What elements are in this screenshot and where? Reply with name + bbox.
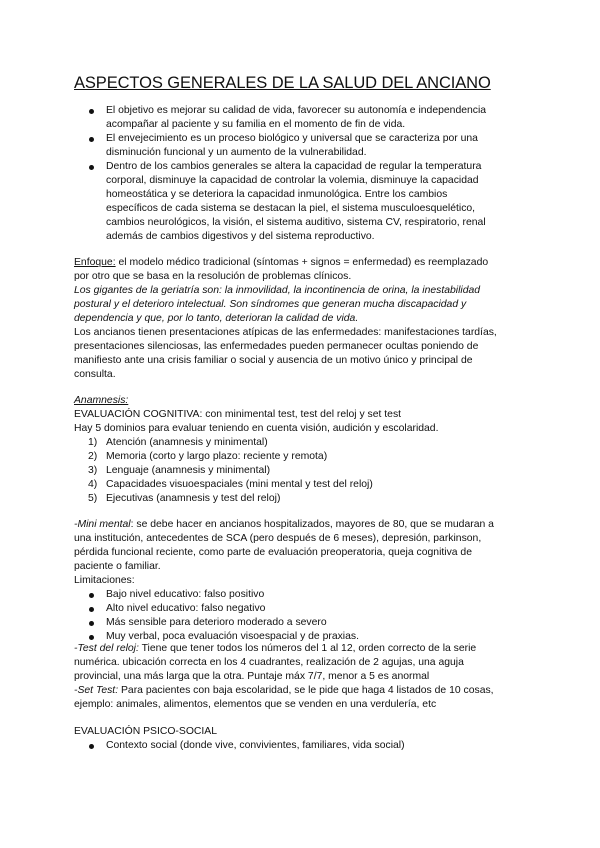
text-line: corporal, disminuye la capacidad de controlar la volemia, disminuye la capacidad — [106, 175, 479, 186]
minimental-label: -Mini mental — [74, 519, 131, 530]
atipicas-line: consulta. — [74, 369, 116, 380]
text-line: pérdida funcional reciente, como parte de evaluación preoperatoria, queja cognitiva de — [74, 547, 472, 558]
list-item — [74, 132, 534, 160]
list-item — [74, 450, 554, 464]
list-item-text: Memoria (corto y largo plazo: reciente y remota) — [106, 451, 328, 462]
reloj-text: Tiene que tener todos los números del 1 al 12, orden correcto de la serie — [138, 643, 477, 654]
list-number: 5) — [88, 493, 98, 504]
list-item — [74, 160, 534, 244]
limitaciones-list — [74, 588, 554, 644]
anamnesis-section — [74, 394, 554, 506]
list-item: Bajo nivel educativo: falso positivo — [74, 588, 554, 602]
gigantes-line: dependencia y que, por lo tanto, deterioran la calidad de vida. — [74, 313, 359, 324]
text-line: paciente o familiar. — [74, 561, 161, 572]
text-line: acompañar al paciente y su familia en el momento de fin de vida. — [106, 119, 406, 130]
text-line: Dentro de los cambios generales se altera la capacidad de regular la temperatura — [106, 161, 482, 172]
list-item — [74, 104, 534, 132]
list-item — [74, 492, 554, 506]
text-line: cambios neurológicos, la visión, el sistema auditivo, sistema CV, respiratorio, renal — [106, 217, 486, 228]
text-line: específicos de cada sistema se destacan la piel, el sistema musculoesquelético, — [106, 203, 476, 214]
text-line: una institución, antecedentes de SCA (pero después de 6 meses), depresión, parkinson, — [74, 533, 482, 544]
list-item-text: Capacidades visuoespaciales (mini mental y test del reloj) — [106, 479, 373, 490]
text-line: ejemplo: animales, alimentos, elementos que se venden en una verdulería, etc — [74, 699, 437, 710]
psicosocial-section — [74, 725, 554, 753]
text-line: además de cambios digestivos y del sistema reproductivo. — [106, 231, 375, 242]
list-item — [74, 478, 554, 492]
settest-line — [74, 684, 554, 698]
list-item: Muy verbal, poca evaluación visoespacial y de praxias. — [74, 630, 554, 644]
intro-bullet-list — [74, 104, 534, 244]
list-number: 3) — [88, 465, 98, 476]
minimental-line — [74, 518, 554, 532]
atipicas-line: Los ancianos tienen presentaciones atípicas de las enfermedades: manifestaciones tardías, — [74, 327, 497, 338]
list-item — [74, 464, 554, 478]
text-line: homeostática y se deteriora la capacidad inmunológica. Entre los cambios — [106, 189, 448, 200]
text-line: por otro que se basa en la resolución de problemas clínicos. — [74, 271, 352, 282]
settest-label: -Set Test: — [74, 685, 119, 696]
reloj-line — [74, 642, 554, 656]
document-title: ASPECTOS GENERALES DE LA SALUD DEL ANCIANO — [74, 74, 491, 92]
enfoque-label: Enfoque: — [74, 257, 116, 268]
list-number: 4) — [88, 479, 98, 490]
list-number: 1) — [88, 437, 98, 448]
text-line: provincial, una más larga que la otra. Puntaje máx 7/7, menor a 5 es anormal — [74, 671, 430, 682]
gigantes-line: postural y el deterioro intelectual. Son síndromes que generan mucha discapacidad y — [74, 299, 467, 310]
list-item: Más sensible para deterioro moderado a severo — [74, 616, 554, 630]
text-line: disminución funcional y un aumento de la vulnerabilidad. — [106, 147, 367, 158]
list-item: Contexto social (donde vive, convivientes, familiares, vida social) — [74, 739, 554, 753]
dominios-intro: Hay 5 dominios para evaluar teniendo en cuenta visión, audición y escolaridad. — [74, 423, 439, 434]
psicosocial-list — [74, 739, 554, 753]
list-item — [74, 436, 554, 450]
reloj-label: -Test del reloj: — [74, 643, 139, 654]
text-line: El envejecimiento es un proceso biológico y universal que se caracteriza por una — [106, 133, 478, 144]
enfoque-line — [74, 256, 554, 270]
gigantes-line: Los gigantes de la geriatría son: la inmovilidad, la incontinencia de orina, la inestabilidad — [74, 285, 481, 296]
anamnesis-heading: Anamnesis: — [74, 395, 129, 406]
text-line: numérica. ubicación correcta en los 4 cuadrantes, realización de 2 agujas, una aguja — [74, 657, 464, 668]
eval-cognitiva-line: EVALUACIÓN COGNITIVA: con minimental test, test del reloj y set test — [74, 409, 402, 420]
atipicas-line: manifiesto ante una crisis familiar o social y ausencia de un motivo único y principal de — [74, 355, 473, 366]
text-line: El objetivo es mejorar su calidad de vida, favorecer su autonomía e independencia — [106, 105, 487, 116]
settest-text: Para pacientes con baja escolaridad, se le pide que haga 4 listados de 10 cosas, — [118, 685, 494, 696]
atipicas-line: presentaciones silenciosas, las enfermedades pueden permanecer ocultas poniendo de — [74, 341, 479, 352]
list-number: 2) — [88, 451, 98, 462]
list-item-text: Atención (anamnesis y minimental) — [106, 437, 268, 448]
enfoque-section — [74, 256, 554, 382]
list-item-text: Ejecutivas (anamnesis y test del reloj) — [106, 493, 281, 504]
minimental-section — [74, 518, 554, 644]
psicosocial-heading: EVALUACIÓN PSICO-SOCIAL — [74, 726, 218, 737]
minimental-text: : se debe hacer en ancianos hospitalizados, mayores de 80, que se mudaran a — [130, 519, 494, 530]
tests-section — [74, 642, 554, 712]
enfoque-text: el modelo médico tradicional (síntomas + signos = enfermedad) es reemplazado — [115, 257, 489, 268]
list-item-text: Lenguaje (anamnesis y minimental) — [106, 465, 271, 476]
dominios-list — [74, 436, 554, 506]
list-item: Alto nivel educativo: falso negativo — [74, 602, 554, 616]
limitaciones-label: Limitaciones: — [74, 575, 135, 586]
